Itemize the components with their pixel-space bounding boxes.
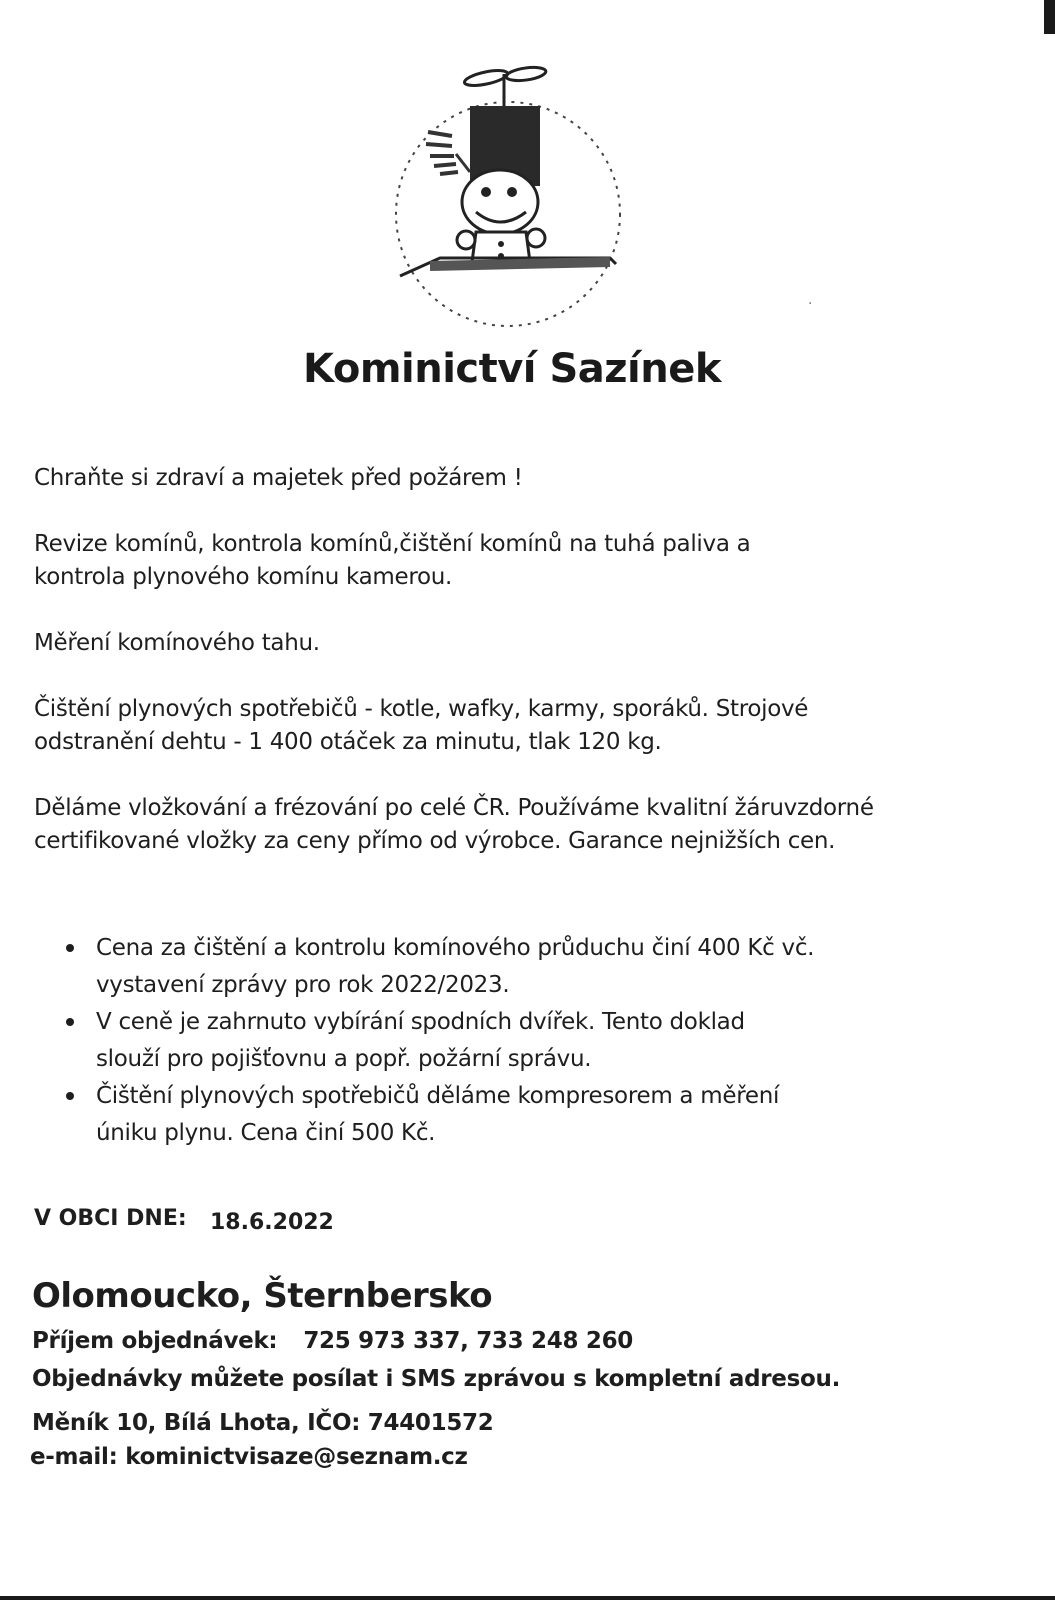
list-item-text: V ceně je zahrnuto vybírání spodních dvířek. Tento doklad slouží pro pojišťovnu a popř. požární správu. <box>96 1009 745 1072</box>
list-item-text: Čištění plynových spotřebičů děláme kompresorem a měření úniku plynu. Cena činí 500 Kč. <box>96 1083 780 1146</box>
bullet-dot-icon <box>66 944 74 952</box>
chimney-sweep-mascot-icon <box>380 62 640 332</box>
bullet-dot-icon <box>66 1018 74 1026</box>
orders-line <box>32 1328 633 1354</box>
date-label: V OBCI DNE: <box>34 1206 187 1231</box>
bullet-dot-icon <box>66 1092 74 1100</box>
list-item-text: Cena za čištění a kontrolu komínového průduchu činí 400 Kč vč. vystavení zprávy pro rok 2022/2023. <box>96 935 815 998</box>
intro-paragraph: Měření komínového tahu. <box>34 630 320 656</box>
scan-edge-line <box>0 1596 1055 1600</box>
address: Měník 10, Bílá Lhota, IČO: 74401572 <box>32 1410 494 1436</box>
scan-speck: · <box>808 296 813 312</box>
list-item <box>96 1078 836 1152</box>
list-item <box>96 930 826 1004</box>
scan-edge-mark <box>1044 0 1055 34</box>
orders-label: Příjem objednávek: <box>32 1328 278 1354</box>
price-list <box>96 930 996 1152</box>
intro-paragraph: Revize komínů, kontrola komínů,čištění komínů na tuhá paliva a kontrola plynového komínu kamerou. <box>34 531 751 590</box>
sms-note: Objednávky můžete posílat i SMS zprávou s kompletní adresou. <box>32 1366 841 1392</box>
intro-paragraph: Chraňte si zdraví a majetek před požárem ! <box>34 465 523 491</box>
service-region: Olomoucko, Šternbersko <box>32 1276 493 1316</box>
email: e-mail: kominictvisaze@seznam.cz <box>30 1444 468 1470</box>
page-title: Kominictví Sazínek <box>303 346 721 392</box>
intro-paragraph: Děláme vložkování a frézování po celé ČR. Používáme kvalitní žáruvzdorné certifikované vložky za ceny přímo od výrobce. Garance nejnižších cen. <box>34 795 874 854</box>
phone-numbers: 725 973 337, 733 248 260 <box>303 1328 633 1354</box>
date-value: 18.6.2022 <box>210 1210 334 1235</box>
intro-paragraph: Čištění plynových spotřebičů - kotle, wafky, karmy, sporáků. Strojové odstranění dehtu - 1 400 otáček za minutu, tlak 120 kg. <box>34 696 809 755</box>
list-item <box>96 1004 796 1078</box>
intro-text <box>34 462 1044 891</box>
